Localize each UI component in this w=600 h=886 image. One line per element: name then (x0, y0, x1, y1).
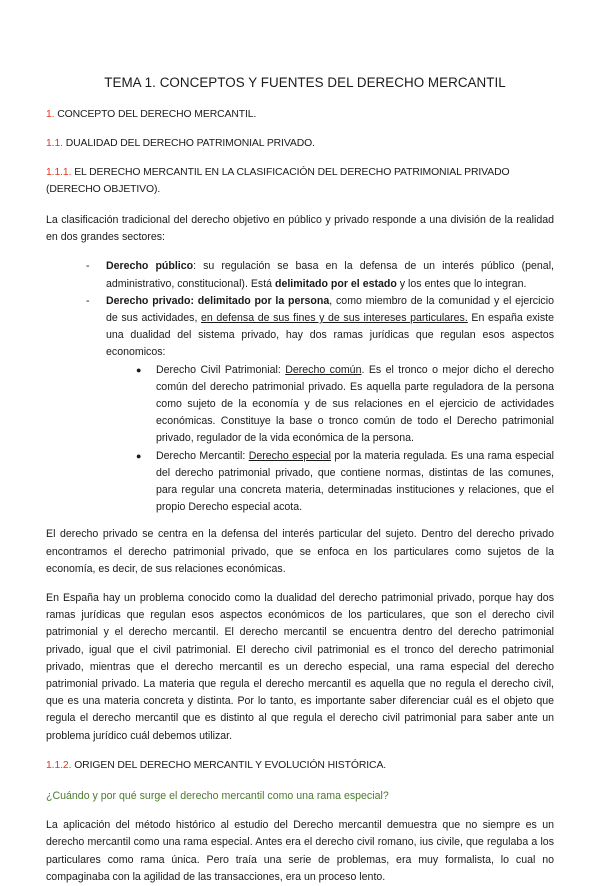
section-title: ORIGEN DEL DERECHO MERCANTIL Y EVOLUCIÓN HISTÓRICA. (74, 759, 387, 771)
paragraph-metodo-historico: La aplicación del método histórico al estudio del Derecho mercantil demuestra que no siempre es un derecho mercantil como una rama especial. Antes era el derecho civil romano, ius civile, que regulaba a los particulares como rama única. Pero traía una serie de problemas, era muy formalista, lo cual no compaginaba con la agilidad de las transacciones, era un proceso lento. (46, 819, 554, 883)
section-heading-1-1 (46, 135, 554, 152)
text-run: por la materia regulada. Es una rama especial del derecho patrimonial privado, que contiene normas, distintas de las comunes, para regular una concreta materia, determinadas instituciones y relaciones, que el propio Derecho especial acota. (156, 449, 554, 514)
underline-run: Derecho común (285, 363, 362, 376)
text-run: : (190, 294, 198, 307)
section-title: CONCEPTO DEL DERECHO MERCANTIL. (57, 109, 257, 120)
paragraph-derecho-privado: El derecho privado se centra en la defensa del interés particular del sujeto. Dentro del derecho privado encontramos el derecho patrimonial privado, que se enfoca en los particulares como sujetos de la economía, es decir, de sus relaciones económicas. (46, 528, 554, 575)
section-heading-1-1-2 (46, 757, 554, 774)
dash-list (86, 258, 554, 516)
text-run: Derecho Mercantil: (156, 449, 249, 462)
page-title: TEMA 1. CONCEPTOS Y FUENTES DEL DERECHO MERCANTIL (104, 75, 506, 90)
term-label: Derecho público (106, 260, 194, 273)
list-item-derecho-publico (86, 258, 554, 292)
paragraph-dualidad: En España hay un problema conocido como la dualidad del derecho patrimonial privado, porque hay dos ramas jurídicas que regulan esos aspectos económicos de los particulares, que son el derecho civil patrimonial y el derecho mercantil. El derecho mercantil se encuentra dentro del derecho patrimonial privado, igual que el civil patrimonial. El derecho civil patrimonial es el tronco del derecho patrimonial privado, mientras que el derecho mercantil es un derecho especial, una rama especial del derecho patrimonial privado. La materia que regula el derecho mercantil es aquella que no regula el derecho civil, que es una materia concreta y distinta. Por lo tanto, es importante saber diferenciar cuál es el objeto que regula el derecho mercantil que es distinto al que regula el derecho civil patrimonial para saber ante un problema jurídico cuál debemos utilizar. (46, 592, 554, 742)
section-title: DUALIDAD DEL DERECHO PATRIMONIAL PRIVADO. (65, 138, 315, 149)
text-run: . Es el tronco o mejor dicho el derecho común del derecho patrimonial privado. Es aquella parte reguladora de la persona como sujeto de la economía y de sus relaciones en el ejercicio de actividades económicas. Constituye la base o tronco común de todo el Derecho patrimonial privado, regulador de la vida económica de la persona. (156, 363, 554, 445)
question-heading: ¿Cuándo y por qué surge el derecho mercantil como una rama especial? (46, 789, 389, 802)
paragraph-intro: La clasificación tradicional del derecho objetivo en público y privado responde a una división de la realidad en dos grandes sectores: (46, 214, 554, 244)
text-run: En españa existe una dualidad del sistema privado, hay dos ramas jurídicas que regulan esos aspectos economicos: (106, 312, 555, 359)
underline-run: en defensa de sus fines y de sus intereses particulares. (201, 312, 468, 325)
section-number: 1.1.2. (46, 759, 72, 771)
text-run: : su regulación se basa en la defensa de un interés público (penal, administrativo, constitucional). Está (106, 260, 554, 290)
list-item-civil-patrimonial (142, 362, 554, 448)
section-title: EL DERECHO MERCANTIL EN LA CLASIFICACIÓN DEL DERECHO PATRIMONIAL PRIVADO (DERECHO OBJETIVO). (46, 167, 510, 195)
section-number: 1.1.1. (46, 167, 72, 178)
section-number: 1.1. (46, 138, 63, 149)
text-run: , como miembro de la comunidad y el ejercicio de sus actividades, (106, 294, 554, 325)
list-item-mercantil (142, 448, 554, 517)
section-number: 1. (46, 109, 55, 120)
bold-run: delimitado por el estado (274, 277, 397, 290)
text-run: Derecho Civil Patrimonial: (156, 363, 286, 376)
section-heading-1-1-1 (46, 164, 554, 198)
list-item-derecho-privado (86, 293, 554, 517)
bullet-list (142, 362, 554, 517)
bold-run: delimitado por la persona (197, 294, 330, 307)
term-label: Derecho privado (106, 294, 191, 307)
text-run: y los entes que lo integran. (396, 277, 527, 290)
section-heading-1 (46, 106, 554, 123)
underline-run: Derecho especial (248, 449, 331, 462)
